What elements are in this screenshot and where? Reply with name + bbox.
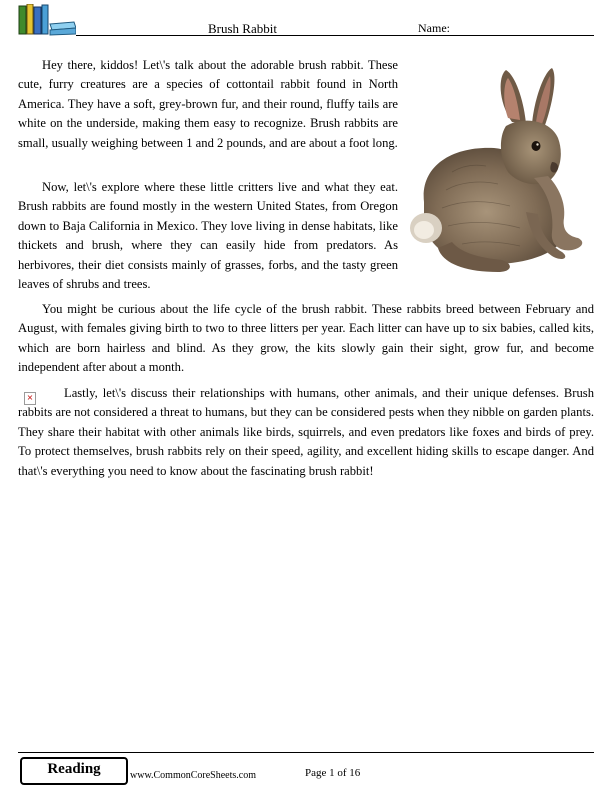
paragraph-habitat: Now, let\'s explore where these little critters live and what they eat. Brush rabbits are found mostly in the western United States, from Oregon down to Baja California in Mexico. They love living in dense habitats, like thickets and brush, where they can easily hide from predators. As herbivores, their diet consists mainly of grasses, forbs, and the tasty green leaves of shrubs and trees.: [18, 180, 398, 292]
footer-rule: [18, 752, 594, 753]
broken-image-icon: ×: [24, 392, 36, 405]
header-rule: [76, 35, 594, 36]
page-number: Page 1 of 16: [305, 767, 361, 779]
worksheet-header: [18, 4, 594, 36]
paragraph-relationships: Lastly, let\'s discuss their relationships with humans, other animals, and their unique defenses. Brush rabbits are not considered a threat to humans, but they can be considered pests when they nibble on garden plants. They share their habitat with other animals like birds, squirrels, and even predators like foxes and birds of prey. To protect themselves, brush rabbits rely on their speed, agility, and excellent hiding skills to escape danger. And that\'s everything you need to know about the fascinating brush rabbit!: [18, 386, 594, 478]
worksheet-title: Brush Rabbit: [208, 21, 277, 36]
site-url: www.CommonCoreSheets.com: [130, 770, 257, 781]
books-icon: [18, 4, 76, 36]
name-label: Name:: [418, 21, 450, 35]
paragraph-life-cycle: You might be curious about the life cycle of the brush rabbit. These rabbits breed between February and August, with females giving birth to two to three litters per year. Each litter can have up to six babies, called kits, which are born hairless and blind. As they grow, the kits slowly gain their sight, grow fur, and become independent after about a month.: [18, 302, 594, 375]
brush-rabbit-photo: [402, 62, 588, 280]
reading-badge-label: Reading: [47, 761, 101, 777]
paragraph-intro: Hey there, kiddos! Let\'s talk about the adorable brush rabbit. These cute, furry creatures are a species of cottontail rabbit found in North America. They have a soft, grey-brown fur, and their round, fluffy tails are white on the underside, making them easy to recognize. Brush rabbits are small, usually weighing between 1 and 2 pounds, and are about a foot long.: [18, 58, 398, 150]
reading-badge: [20, 757, 128, 785]
